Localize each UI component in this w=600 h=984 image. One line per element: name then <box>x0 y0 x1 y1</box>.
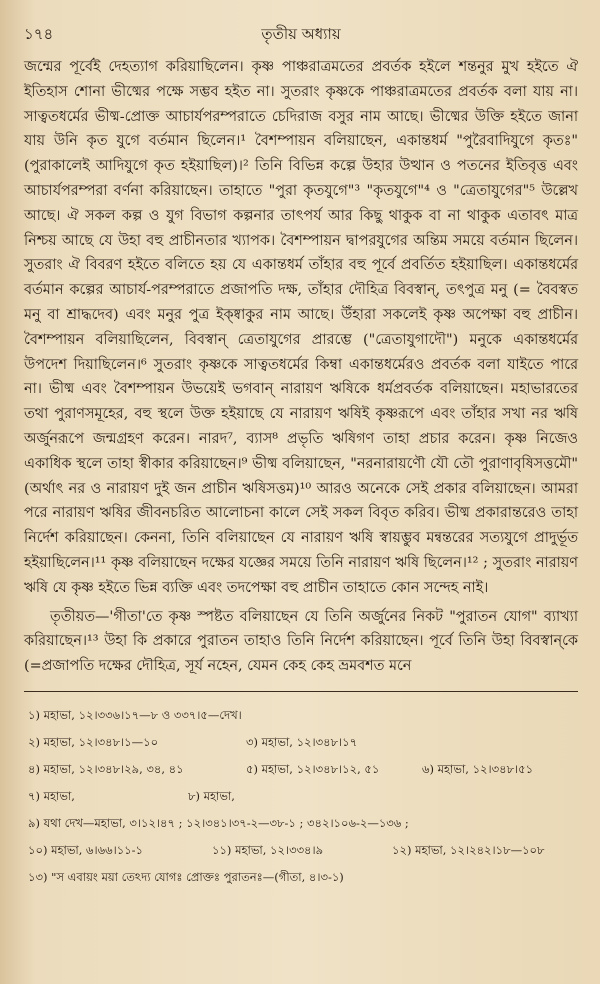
footnote: ৪) মহাভা, ১২।৩৪৮।২৯, ৩৪, ৪১ <box>28 761 184 776</box>
body-text <box>24 55 578 679</box>
footnote-row <box>24 783 578 810</box>
footnote-row <box>24 864 578 891</box>
footnote: ৩) মহাভা, ১২।৩৪৮।১৭ <box>246 734 358 749</box>
footnote: ৭) মহাভা, <box>28 788 75 803</box>
footnote: ৮) মহাভা, <box>188 788 235 803</box>
footnote: ১১) মহাভা, ১২।৩৩৪।৯ <box>212 842 324 857</box>
footnote: ৫) মহাভা, ১২।৩৪৮।১২, ৫১ <box>246 761 380 776</box>
chapter-title: তৃতীয় অধ্যায় <box>261 24 341 43</box>
footnote: ৬) মহাভা, ১২।৩৪৮।৫১ <box>422 761 534 776</box>
footnote-row <box>24 810 578 837</box>
paragraph: জন্মের পূর্বেই দেহত্যাগ করিয়াছিলেন। কৃষ্ণ পাঞ্চরাত্রমতের প্রবর্তক হইলে শন্তনুর মুখ হইতে ঐ ইতিহাস শোনা ভীষ্মের পক্ষে সম্ভব হইত না। সুতরাং কৃষ্ণকে পাঞ্চরাত্রমতের প্রবর্তক বলা যায় না। সাত্বতধর্মের ভীষ্ম-প্রোক্ত আচার্যপরম্পরাতে চেদিরাজ বসুর নাম আছে। ভীষ্মের উক্তি হইতে জানা যায় উনি কৃত যুগে বর্তমান ছিলেন।¹ বৈশম্পায়ন বলিয়াছেন, একান্তধর্ম "পুরৈবাদিযুগে কৃতঃ" (পুরাকালেই আদিযুগে কৃত হইয়াছিল)।² তিনি বিভিন্ন কল্পে উহার উত্থান ও পতনের ইতিবৃত্ত এবং আচার্যপরম্পরা বর্ণনা করিয়াছেন। তাহাতে "পুরা কৃতযুগে"³ "কৃতযুগে"⁴ ও "ত্রেতাযুগের"⁵ উল্লেখ আছে। ঐ সকল কল্প ও যুগ বিভাগ কল্পনার তাৎপর্য আর কিছু থাকুক বা না থাকুক এতাবৎ মাত্র নিশ্চয় আছে যে উহা বহু প্রাচীনতার খ্যাপক। বৈশম্পায়ন দ্বাপরযুগের অন্তিম সময়ে বর্তমান ছিলেন। সুতরাং ঐ বিবরণ হইতে বলিতে হয় যে একান্তধর্ম তাঁহার বহু পূর্বে প্রবর্তিত হইয়াছিল। একান্তধর্মের বর্তমান কল্পের আচার্য-পরম্পরাতে প্রজাপতি দক্ষ, তাঁহার দৌহিত্র বিবস্বান্, তৎপুত্র মনু (= বৈবস্বত মনু বা শ্রাদ্ধদেব) এবং মনুর পুত্র ইক্ষ্বাকুর নাম আছে। উঁহারা সকলেই কৃষ্ণ অপেক্ষা বহু প্রাচীন। বৈশম্পায়ন বলিয়াছিলেন, বিবস্বান্ ত্রেতাযুগের প্রারম্ভে ("ত্রেতাযুগাদৌ") মনুকে একান্তধর্মের উপদেশ দিয়াছিলেন।⁶ সুতরাং কৃষ্ণকে সাত্বতধর্মের কিম্বা একান্তধর্মেরও প্রবর্তক বলা যাইতে পারে না। ভীষ্ম এবং বৈশম্পায়ন উভয়েই ভগবান্ নারায়ণ ঋষিকে ধর্মপ্রবর্তক বলিয়াছেন। মহাভারতের তথা পুরাণসমূহের, বহু স্থলে উক্ত হইয়াছে যে নারায়ণ ঋষিই কৃষ্ণরূপে এবং তাঁহার সখা নর ঋষি অর্জুনরূপে জন্মগ্রহণ করেন। নারদ⁷, ব্যাস⁸ প্রভৃতি ঋষিগণ তাহা প্রচার করেন। কৃষ্ণ নিজেও একাধিক স্থলে তাহা স্বীকার করিয়াছেন।⁹ ভীষ্ম বলিয়াছেন, "নরনারায়ণৌ যৌ তৌ পুরাণাবৃষিসত্তমৌ" (অর্থাৎ নর ও নারায়ণ দুই জন প্রাচীন ঋষিসত্তম)¹⁰ আরও অনেকে সেই প্রকার বলিয়াছেন। আমরা পরে নারায়ণ ঋষির জীবনচরিত আলোচনা কালে সেই সকল বিবৃত করিব। ভীষ্ম প্রকারান্তরেও তাহা নির্দেশ করিয়াছেন। কেননা, তিনি বলিয়াছেন যে নারায়ণ ঋষি স্বায়ম্ভুব মন্বন্তরের সত্যযুগে প্রাদুর্ভূত হইয়াছিলেন।¹¹ কৃষ্ণ বলিয়াছেন দক্ষের যজ্ঞের সময়ে তিনি নারায়ণ ঋষি ছিলেন।¹² ; সুতরাং নারায়ণ ঋষি যে কৃষ্ণ হইতে ভিন্ন ব্যক্তি এবং তদপেক্ষা বহু প্রাচীন তাহাতে কোন সন্দেহ নাই। <box>24 59 578 596</box>
footnote: ১) মহাভা, ১২।৩৩৬।১৭—৮ ও ৩৩৭।৫—দেখ। <box>28 707 242 722</box>
footnote: ১০) মহাভা, ৬।৬৬।১১-১ <box>28 842 143 857</box>
footnote: ১৩) "স এবায়ং ময়া তেঽদ্য যোগঃ প্রোক্তঃ পুরাতনঃ—(গীতা, ৪।৩-১) <box>28 869 344 884</box>
running-header <box>24 16 578 55</box>
footnote: ৯) যথা দেখ—মহাভা, ৩।১২।৪৭ ; ১২।৩৪১।৩৭-২—৩৮-১ ; ৩৪২।১০৬-২—১৩৬ ; <box>28 815 409 830</box>
footnote: ১২) মহাভা, ১২।২৪২।১৮—১০৮ <box>392 842 545 857</box>
footnote-row <box>24 837 578 864</box>
paragraph: তৃতীয়ত—'গীতা'তে কৃষ্ণ স্পষ্টত বলিয়াছেন যে তিনি অর্জুনের নিকট "পুরাতন যোগ" ব্যাখ্যা করিয়াছেন।¹³ উহা কি প্রকারে পুরাতন তাহাও তিনি নির্দেশ করিয়াছেন। পূর্বে তিনি উহা বিবস্বান্‌কে (=প্রজাপতি দক্ষের দৌহিত্র, সূর্য নহেন, যেমন কেহ কেহ ভ্রমবশত মনে <box>24 608 578 675</box>
page-number: ১৭৪ <box>24 24 54 43</box>
footnote-divider <box>24 691 578 692</box>
footnotes <box>24 702 578 891</box>
footnote-row <box>24 729 578 756</box>
footnote-row <box>24 702 578 729</box>
footnote-row <box>24 756 578 783</box>
footnote: ২) মহাভা, ১২।৩৪৮।১—১০ <box>28 734 159 749</box>
